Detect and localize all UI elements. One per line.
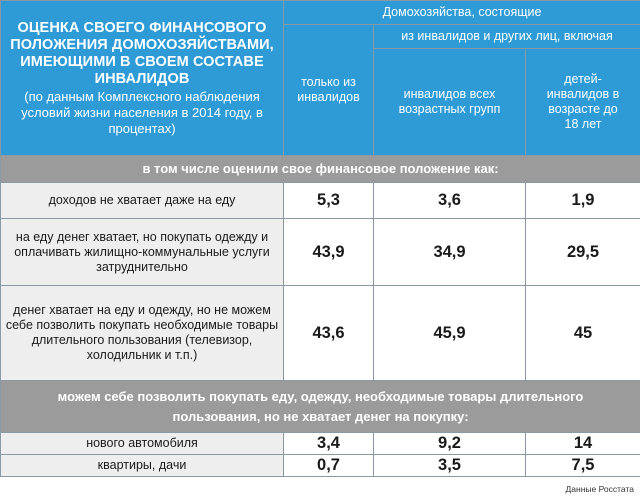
value-all-ages: 45,9 xyxy=(374,286,526,381)
source-note: Данные Росстата xyxy=(565,484,634,494)
value-only-disabled: 43,6 xyxy=(284,286,374,381)
table-subtitle: (по данным Комплексного наблюдения условий жизни населения в 2014 году, в процентах) xyxy=(21,88,263,136)
col-header-children: детей-инвалидов в возрасте до 18 лет xyxy=(526,49,640,156)
col-header-only-disabled: только из инвалидов xyxy=(284,25,374,156)
section-2-title: можем себе позволить покупать еду, одежду, необходимые товары длительного пользования, но не хватает денег на покупку: xyxy=(1,381,640,433)
value-children: 1,9 xyxy=(526,183,640,219)
row-label: доходов не хватает даже на еду xyxy=(1,183,284,219)
value-all-ages: 34,9 xyxy=(374,219,526,286)
value-only-disabled: 5,3 xyxy=(284,183,374,219)
section-1-title: в том числе оценили свое финансовое положение как: xyxy=(1,156,640,183)
table-row xyxy=(1,433,640,455)
row-label: квартиры, дачи xyxy=(1,455,284,477)
table-title-cell xyxy=(1,1,284,156)
value-only-disabled: 43,9 xyxy=(284,219,374,286)
row-label: на еду денег хватает, но покупать одежду и оплачивать жилищно-коммунальные услуги затруднительно xyxy=(1,219,284,286)
value-children: 14 xyxy=(526,433,640,455)
row-label: денег хватает на еду и одежду, но не можем себе позволить покупать необходимые товары длительного пользования (телевизор, холодильник и т.п.) xyxy=(1,286,284,381)
households-group-header: Домохозяйства, состоящие xyxy=(284,1,640,25)
value-all-ages: 9,2 xyxy=(374,433,526,455)
subgroup-header: из инвалидов и других лиц, включая xyxy=(374,25,640,49)
value-children: 29,5 xyxy=(526,219,640,286)
col-header-all-ages: инвалидов всех возрастных групп xyxy=(374,49,526,156)
table-row xyxy=(1,183,640,219)
value-all-ages: 3,5 xyxy=(374,455,526,477)
value-children: 45 xyxy=(526,286,640,381)
table-row xyxy=(1,286,640,381)
table-title: ОЦЕНКА СВОЕГО ФИНАНСОВОГО ПОЛОЖЕНИЯ ДОМОХОЗЯЙСТВАМИ, ИМЕЮЩИМИ В СВОЕМ СОСТАВЕ ИНВАЛИДОВ xyxy=(10,19,274,87)
value-only-disabled: 0,7 xyxy=(284,455,374,477)
row-label: нового автомобиля xyxy=(1,433,284,455)
value-all-ages: 3,6 xyxy=(374,183,526,219)
table-row xyxy=(1,219,640,286)
table-row xyxy=(1,455,640,477)
value-only-disabled: 3,4 xyxy=(284,433,374,455)
value-children: 7,5 xyxy=(526,455,640,477)
